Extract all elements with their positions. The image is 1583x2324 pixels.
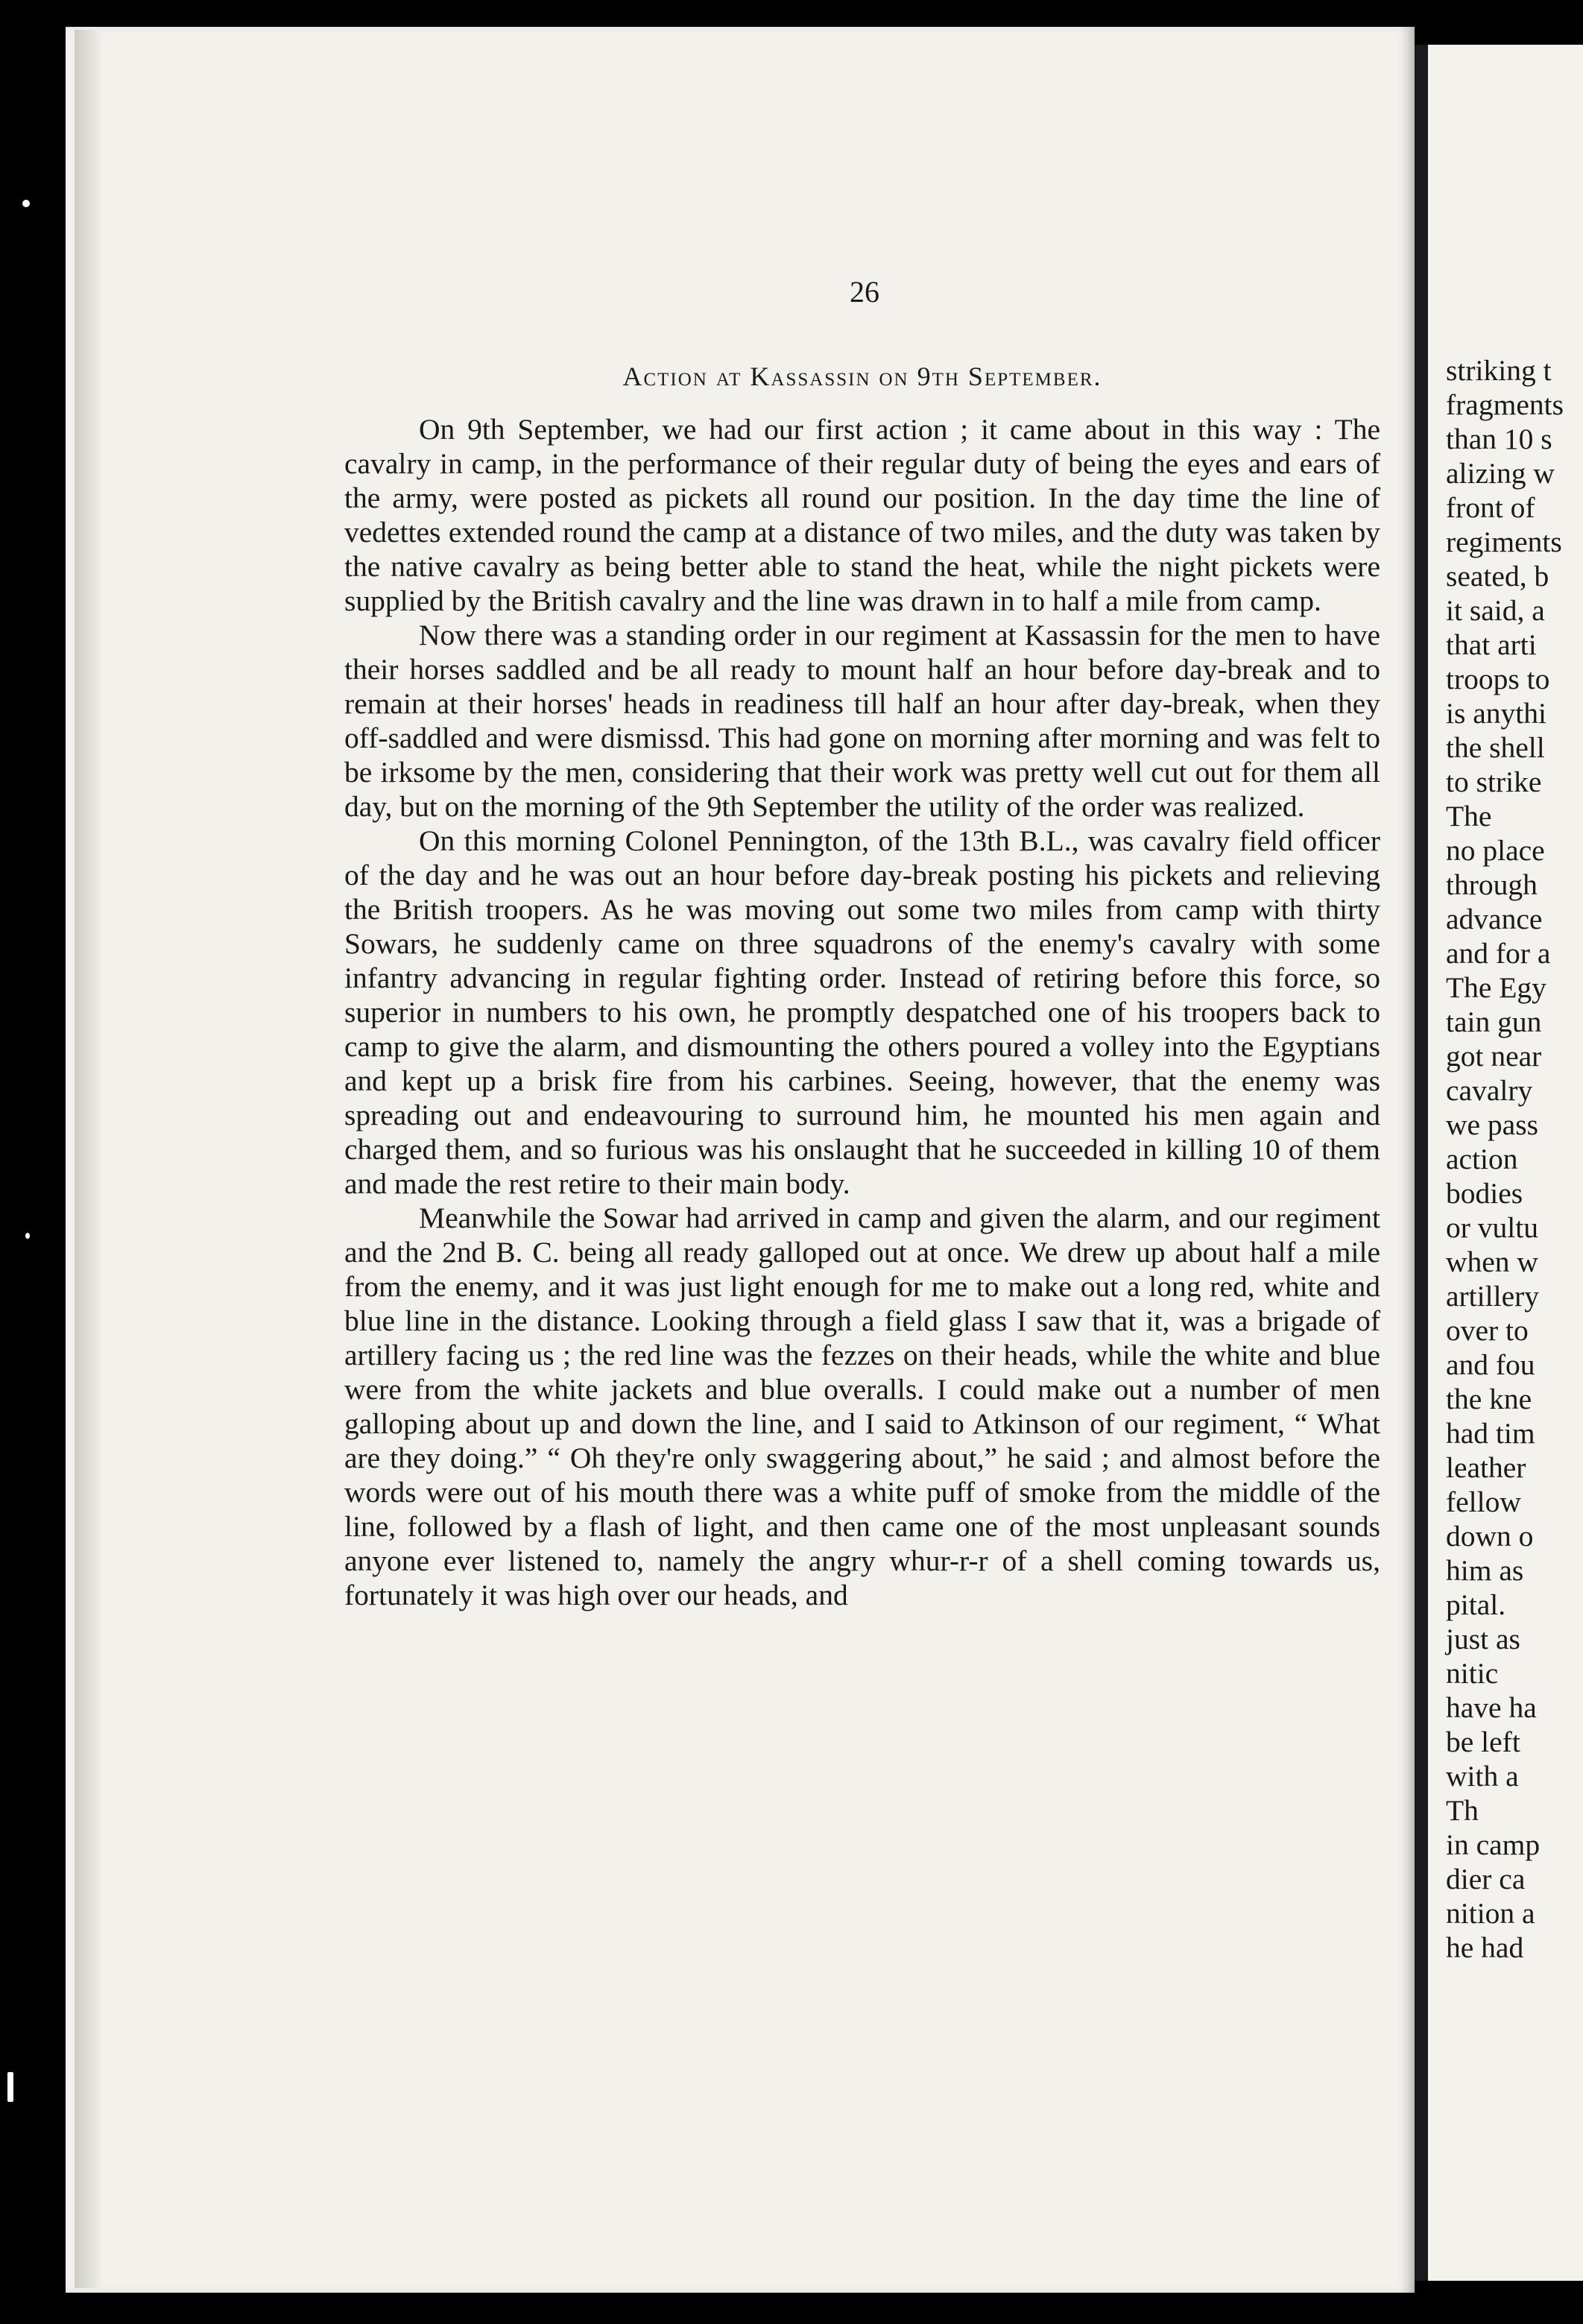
facing-page-line: is anythi bbox=[1446, 697, 1546, 730]
facing-page-line: had tim bbox=[1446, 1417, 1535, 1450]
facing-page-line: pital. bbox=[1446, 1588, 1506, 1621]
facing-page-line: him as bbox=[1446, 1554, 1524, 1587]
facing-page-line: it said, a bbox=[1446, 594, 1545, 627]
facing-page-line: The Egy bbox=[1446, 971, 1546, 1004]
body-text bbox=[344, 412, 1380, 1612]
binding-edge bbox=[75, 30, 101, 2288]
facing-page-line: got near bbox=[1446, 1040, 1542, 1073]
facing-page-line: that arti bbox=[1446, 628, 1537, 661]
facing-page-line: nitic bbox=[1446, 1657, 1499, 1690]
facing-page-line: down o bbox=[1446, 1520, 1534, 1553]
scan-artifact bbox=[25, 1233, 30, 1239]
facing-page-line: dier ca bbox=[1446, 1863, 1526, 1895]
facing-page-line: and fou bbox=[1446, 1348, 1535, 1381]
facing-page-line: tain gun bbox=[1446, 1005, 1542, 1038]
facing-page-line: be left bbox=[1446, 1725, 1520, 1758]
facing-page-line: he had bbox=[1446, 1931, 1524, 1964]
facing-page-line: troops to bbox=[1446, 663, 1550, 695]
facing-page-line: advance bbox=[1446, 903, 1543, 935]
scan-artifact bbox=[22, 200, 30, 207]
facing-page-line: the kne bbox=[1446, 1383, 1532, 1415]
page-gutter bbox=[1415, 45, 1428, 2281]
paragraph: Meanwhile the Sowar had arrived in camp and given the alarm, and our regiment and the 2nd B. C. being all ready galloped out at once. We drew up about half a mile from the enemy, and it was just light enough for me to make out a long red, white and blue line in the distance. Looking through a field glass I saw that it, was a brigade of artillery facing us ; the red line was the fezzes on their heads, while the white and blue were from the white jackets and blue overalls. I could make out a number of men galloping about up and down the line, and I said to Atkinson of our regiment, “ What are they doing.” “ Oh they're only swaggering about,” he said ; and almost before the words were out of his mouth there was a white puff of smoke from the middle of the line, followed by a flash of light, and then came one of the most unpleasant sounds anyone ever listened to, namely the angry whur-r-r of a shell coming towards us, fortunately it was high over our heads, and bbox=[344, 1202, 1380, 1611]
facing-page-line: action bbox=[1446, 1143, 1518, 1175]
facing-page-line: striking t bbox=[1446, 354, 1552, 387]
paragraph: On 9th September, we had our first action ; it came about in this way : The cavalry in camp, in the performance of their regular duty of being the eyes and ears of the army, were posted as pickets all round our position. In the day time the line of vedettes extended round the camp at a distance of two miles, and the duty was taken by the native cavalry as being better able to stand the heat, while the night pickets were supplied by the British cavalry and the line was drawn in to half a mile from camp. bbox=[344, 413, 1380, 617]
facing-page-line: with a bbox=[1446, 1760, 1519, 1793]
page-number: 26 bbox=[850, 275, 879, 309]
facing-page-line: nition a bbox=[1446, 1897, 1535, 1930]
facing-page-line: regiments bbox=[1446, 525, 1562, 558]
facing-page-line: than 10 s bbox=[1446, 423, 1552, 455]
facing-page-line: front of bbox=[1446, 491, 1535, 524]
paragraph: Now there was a standing order in our regiment at Kassassin for the men to have their horses saddled and be all ready to mount half an hour before day-break and to remain at their horses' heads in readiness till half an hour after day-break, when they off-saddled and were dismissd. This had gone on morning after morning and was felt to be irksome by the men, considering that their work was pretty well cut out for them all day, but on the morning of the 9th September the utility of the order was realized. bbox=[344, 619, 1380, 823]
facing-page-line: no place bbox=[1446, 834, 1545, 867]
section-heading: Action at Kassassin on 9th September. bbox=[622, 361, 1102, 391]
facing-page-line: cavalry bbox=[1446, 1074, 1533, 1107]
facing-page-line: in camp bbox=[1446, 1828, 1541, 1861]
facing-page bbox=[1428, 45, 1583, 2281]
facing-page-line: artillery bbox=[1446, 1280, 1540, 1313]
facing-page-line: the shell bbox=[1446, 731, 1545, 764]
facing-page-line: or vultu bbox=[1446, 1211, 1538, 1244]
facing-page-line: seated, b bbox=[1446, 560, 1549, 593]
scan-artifact bbox=[7, 2072, 13, 2102]
facing-page-line: to strike bbox=[1446, 765, 1542, 798]
facing-page-line: when w bbox=[1446, 1245, 1538, 1278]
facing-page-line: over to bbox=[1446, 1314, 1529, 1347]
paragraph: On this morning Colonel Pennington, of the 13th B.L., was cavalry field officer of the day and he was out an hour before day-break posting his pickets and relieving the British troopers. As he was moving out some two miles from camp with thirty Sowars, he suddenly came on three squadrons of the enemy's cavalry with some infantry advancing in regular fighting order. Instead of retiring before this force, so superior in numbers to his own, he promptly despatched one of his troopers back to camp to give the alarm, and dismounting the others poured a volley into the Egyptians and kept up a brisk fire from his carbines. Seeing, however, that the enemy was spreading out and endeavouring to surround him, he mounted his men again and charged them, and so furious was his onslaught that he succeeded in killing 10 of them and made the rest retire to their main body. bbox=[344, 824, 1380, 1200]
facing-page-line: The bbox=[1446, 800, 1492, 833]
facing-page-line: fragments bbox=[1446, 388, 1564, 421]
facing-page-line: fellow bbox=[1446, 1485, 1521, 1518]
facing-page-line: alizing w bbox=[1446, 457, 1555, 490]
facing-page-line: leather bbox=[1446, 1451, 1526, 1484]
facing-page-line: through bbox=[1446, 868, 1538, 901]
facing-page-text bbox=[1446, 353, 1583, 1965]
facing-page-line: we pass bbox=[1446, 1108, 1538, 1141]
facing-page-line: Th bbox=[1446, 1794, 1479, 1827]
facing-page-line: just as bbox=[1446, 1623, 1520, 1655]
facing-page-line: bodies bbox=[1446, 1177, 1523, 1210]
facing-page-line: have ha bbox=[1446, 1691, 1537, 1724]
facing-page-line: and for a bbox=[1446, 937, 1551, 970]
